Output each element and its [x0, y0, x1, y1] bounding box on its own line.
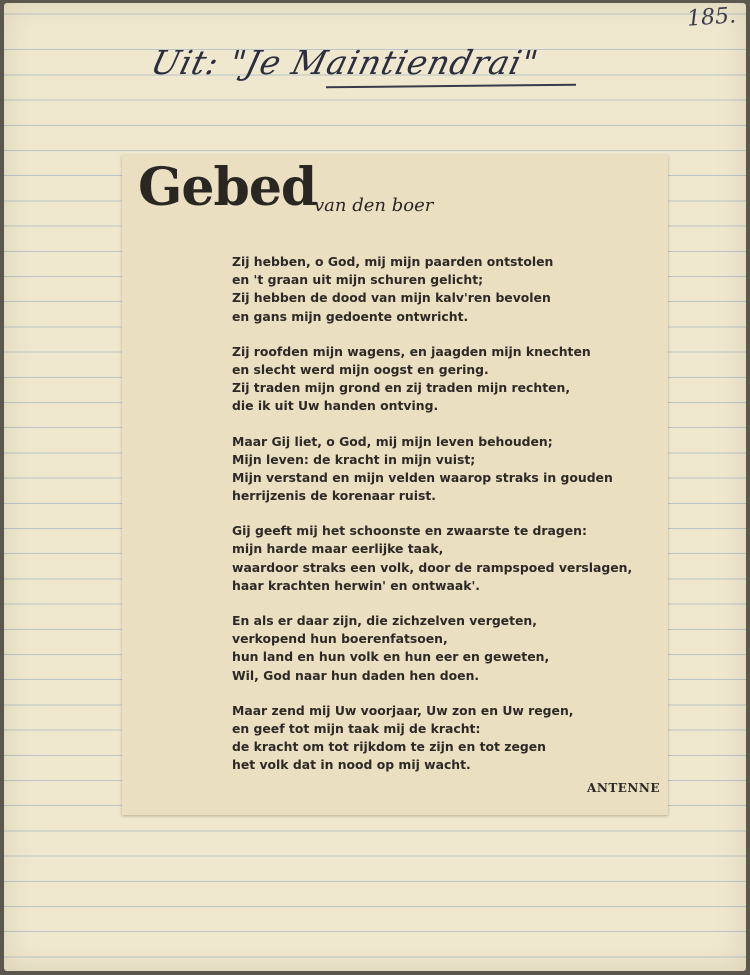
poem-line: Zij hebben, o God, mij mijn paarden ontstolen [232, 254, 554, 269]
stanza-6 [232, 702, 662, 775]
poem-line: waardoor straks een volk, door de rampspoed verslagen, [232, 559, 633, 575]
stanza-2 [232, 343, 662, 416]
poem-body [232, 253, 662, 792]
poem-line: die ik uit Uw handen ontving. [232, 398, 439, 414]
poem-line: Zij hebben de dood van mijn kalv'ren bevolen [232, 290, 551, 306]
poem-subtitle: van den boer [314, 195, 434, 216]
poem-line: herrijzenis de korenaar ruist. [232, 488, 436, 504]
poem-line: Zij traden mijn grond en zij traden mijn rechten, [232, 380, 571, 396]
stanza-1 [232, 253, 662, 326]
poem-line: Maar Gij liet, o God, mij mijn leven behouden; [232, 433, 553, 449]
notebook-page [4, 3, 746, 971]
poem-line: verkopend hun boerenfatsoen, [232, 631, 448, 647]
poem-line: hun land en hun volk en hun eer en geweten, [232, 649, 550, 665]
poem-line: Maar zend mij Uw voorjaar, Uw zon en Uw regen, [232, 702, 574, 718]
poem-line: Wil, God naar hun daden hen doen. [232, 667, 480, 683]
poem-line: de kracht om tot rijkdom te zijn en tot zegen [232, 739, 546, 755]
title-underline [326, 84, 576, 89]
stanza-4 [232, 522, 662, 595]
stanza-5 [232, 612, 662, 685]
poem-line: en slecht werd mijn oogst en gering. [232, 361, 489, 377]
poem-line: en geef tot mijn taak mij de kracht: [232, 720, 481, 736]
poem-line: en 't graan uit mijn schuren gelicht; [232, 272, 484, 288]
poem-line: En als er daar zijn, die zichzelven vergeten, [232, 613, 537, 628]
poem-line: en gans mijn gedoente ontwricht. [232, 308, 469, 324]
signature: ANTENNE [587, 781, 660, 795]
poem-line: Gij geeft mij het schoonste en zwaarste te dragen: [232, 523, 587, 539]
stanza-3 [232, 433, 662, 506]
page-number: 185. [686, 3, 737, 32]
poem-line: Zij roofden mijn wagens, en jaagden mijn knechten [232, 343, 591, 359]
poem-line: haar krachten herwin' en ontwaak'. [232, 577, 480, 593]
poem-line: Mijn verstand en mijn velden waarop straks in gouden [232, 469, 613, 485]
poem-line: mijn harde maar eerlijke taak, [232, 541, 444, 557]
poem-line: Mijn leven: de kracht in mijn vuist; [232, 451, 476, 467]
handwritten-title: Uit: "Je Maintiendrai" [147, 43, 543, 82]
newspaper-clipping [122, 155, 668, 815]
poem-line: het volk dat in nood op mij wacht. [232, 757, 471, 773]
poem-title: Gebed [138, 157, 317, 218]
